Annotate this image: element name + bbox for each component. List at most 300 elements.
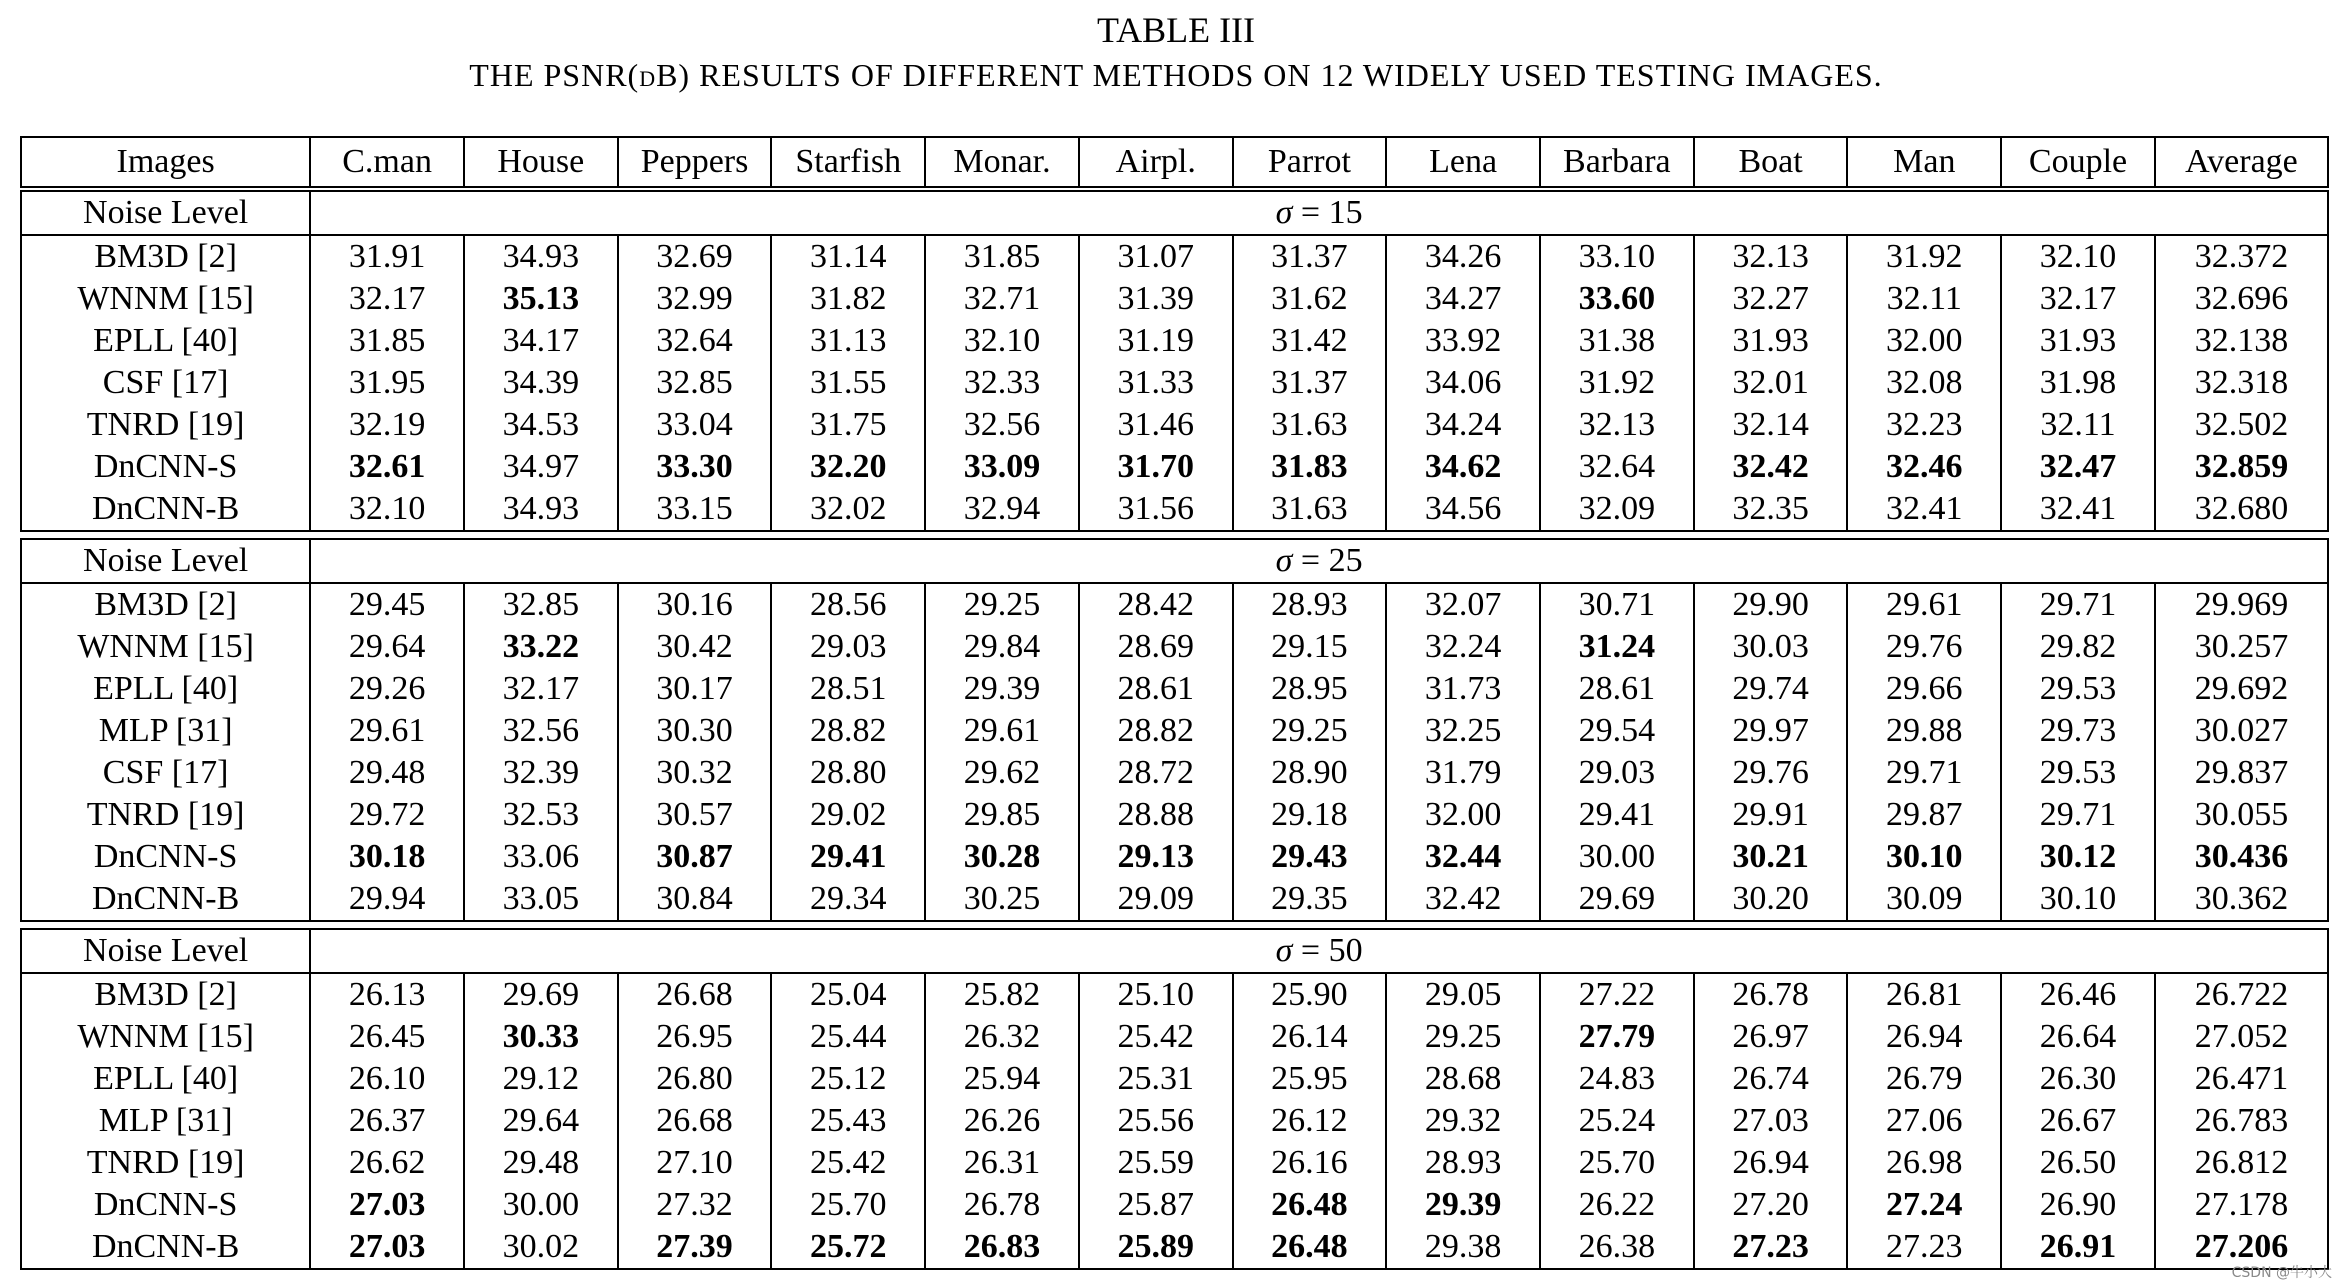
psnr-cell: 29.39 [925, 668, 1079, 710]
psnr-cell: 31.63 [1233, 488, 1387, 531]
psnr-cell: 26.12 [1233, 1100, 1387, 1142]
psnr-cell: 29.61 [925, 710, 1079, 752]
psnr-cell: 25.70 [771, 1184, 925, 1226]
psnr-cell: 25.12 [771, 1058, 925, 1100]
psnr-cell: 28.95 [1233, 668, 1387, 710]
psnr-cell: 28.82 [1079, 710, 1233, 752]
sigma-equation: = 25 [1292, 542, 1363, 579]
method-name: BM3D [2] [21, 235, 310, 278]
psnr-cell: 25.43 [771, 1100, 925, 1142]
psnr-cell: 34.17 [464, 320, 618, 362]
psnr-cell: 32.10 [310, 488, 464, 531]
method-name: EPLL [40] [21, 320, 310, 362]
average-cell: 30.257 [2155, 626, 2328, 668]
psnr-cell: 29.48 [464, 1142, 618, 1184]
method-name: TNRD [19] [21, 1142, 310, 1184]
psnr-cell: 32.13 [1694, 235, 1848, 278]
column-header: Monar. [925, 137, 1079, 187]
psnr-cell: 29.66 [1847, 668, 2001, 710]
psnr-cell: 25.95 [1233, 1058, 1387, 1100]
psnr-cell: 35.13 [464, 278, 618, 320]
psnr-cell: 31.24 [1540, 626, 1694, 668]
noise-block-25 [20, 538, 2329, 922]
psnr-cell: 29.76 [1694, 752, 1848, 794]
psnr-cell: 32.00 [1386, 794, 1540, 836]
psnr-cell: 29.88 [1847, 710, 2001, 752]
psnr-cell: 27.32 [618, 1184, 772, 1226]
psnr-cell: 30.57 [618, 794, 772, 836]
psnr-cell: 26.78 [1694, 973, 1848, 1016]
psnr-cell: 33.05 [464, 878, 618, 921]
psnr-cell: 26.90 [2001, 1184, 2155, 1226]
psnr-cell: 27.24 [1847, 1184, 2001, 1226]
psnr-cell: 26.46 [2001, 973, 2155, 1016]
noise-level-label: Noise Level [21, 191, 310, 235]
psnr-cell: 28.93 [1233, 583, 1387, 626]
psnr-cell: 28.69 [1079, 626, 1233, 668]
psnr-cell: 31.07 [1079, 235, 1233, 278]
psnr-cell: 32.17 [2001, 278, 2155, 320]
average-cell: 27.052 [2155, 1016, 2328, 1058]
psnr-cell: 29.97 [1694, 710, 1848, 752]
psnr-cell: 33.15 [618, 488, 772, 531]
psnr-cell: 26.37 [310, 1100, 464, 1142]
method-name: TNRD [19] [21, 404, 310, 446]
psnr-cell: 32.11 [1847, 278, 2001, 320]
psnr-cell: 28.51 [771, 668, 925, 710]
psnr-cell: 26.91 [2001, 1226, 2155, 1269]
psnr-cell: 29.13 [1079, 836, 1233, 878]
psnr-cell: 26.97 [1694, 1016, 1848, 1058]
sigma-symbol: σ [1275, 932, 1293, 969]
psnr-cell: 25.89 [1079, 1226, 1233, 1269]
psnr-cell: 32.08 [1847, 362, 2001, 404]
psnr-cell: 31.37 [1233, 362, 1387, 404]
psnr-cell: 29.43 [1233, 836, 1387, 878]
psnr-cell: 31.14 [771, 235, 925, 278]
method-name: WNNM [15] [21, 1016, 310, 1058]
psnr-cell: 30.03 [1694, 626, 1848, 668]
psnr-cell: 28.72 [1079, 752, 1233, 794]
column-header: Boat [1694, 137, 1848, 187]
psnr-cell: 32.64 [618, 320, 772, 362]
header-table [20, 136, 2329, 188]
psnr-cell: 26.38 [1540, 1226, 1694, 1269]
column-header: Man [1847, 137, 2001, 187]
table-row [21, 973, 2328, 1016]
psnr-cell: 32.71 [925, 278, 1079, 320]
method-name: DnCNN-B [21, 488, 310, 531]
column-header: Couple [2001, 137, 2155, 187]
psnr-cell: 31.75 [771, 404, 925, 446]
psnr-cell: 30.10 [1847, 836, 2001, 878]
psnr-cell: 32.13 [1540, 404, 1694, 446]
psnr-cell: 30.33 [464, 1016, 618, 1058]
psnr-cell: 29.84 [925, 626, 1079, 668]
psnr-cell: 33.22 [464, 626, 618, 668]
psnr-cell: 31.63 [1233, 404, 1387, 446]
method-name: EPLL [40] [21, 668, 310, 710]
table-row [21, 488, 2328, 531]
average-cell: 26.722 [2155, 973, 2328, 1016]
psnr-cell: 30.02 [464, 1226, 618, 1269]
psnr-cell: 31.73 [1386, 668, 1540, 710]
psnr-cell: 34.53 [464, 404, 618, 446]
psnr-cell: 29.90 [1694, 583, 1848, 626]
psnr-cell: 30.32 [618, 752, 772, 794]
psnr-cell: 31.13 [771, 320, 925, 362]
noise-block-15 [20, 190, 2329, 532]
average-cell: 32.502 [2155, 404, 2328, 446]
table-row [21, 752, 2328, 794]
table-row [21, 794, 2328, 836]
psnr-cell: 30.17 [618, 668, 772, 710]
psnr-cell: 26.31 [925, 1142, 1079, 1184]
table-row [21, 446, 2328, 488]
psnr-cell: 28.68 [1386, 1058, 1540, 1100]
psnr-cell: 32.07 [1386, 583, 1540, 626]
psnr-cell: 26.83 [925, 1226, 1079, 1269]
table-row [21, 1100, 2328, 1142]
psnr-cell: 29.85 [925, 794, 1079, 836]
psnr-cell: 26.74 [1694, 1058, 1848, 1100]
psnr-cell: 29.71 [1847, 752, 2001, 794]
psnr-cell: 29.73 [2001, 710, 2155, 752]
psnr-cell: 32.35 [1694, 488, 1848, 531]
psnr-cell: 31.85 [310, 320, 464, 362]
psnr-cell: 25.44 [771, 1016, 925, 1058]
psnr-cell: 30.25 [925, 878, 1079, 921]
psnr-cell: 32.41 [2001, 488, 2155, 531]
psnr-cell: 30.71 [1540, 583, 1694, 626]
psnr-cell: 32.24 [1386, 626, 1540, 668]
noise-level-row [21, 929, 2328, 973]
psnr-cell: 29.18 [1233, 794, 1387, 836]
psnr-cell: 33.04 [618, 404, 772, 446]
psnr-cell: 29.74 [1694, 668, 1848, 710]
table-row [21, 1142, 2328, 1184]
table-number: TABLE III [1096, 10, 1256, 50]
table-row [21, 1184, 2328, 1226]
average-cell: 26.471 [2155, 1058, 2328, 1100]
psnr-cell: 29.87 [1847, 794, 2001, 836]
psnr-cell: 26.10 [310, 1058, 464, 1100]
psnr-cell: 26.50 [2001, 1142, 2155, 1184]
psnr-cell: 29.94 [310, 878, 464, 921]
psnr-cell: 33.92 [1386, 320, 1540, 362]
average-cell: 30.027 [2155, 710, 2328, 752]
method-name: DnCNN-S [21, 446, 310, 488]
psnr-cell: 32.23 [1847, 404, 2001, 446]
method-name: DnCNN-B [21, 878, 310, 921]
psnr-cell: 30.21 [1694, 836, 1848, 878]
table-row [21, 668, 2328, 710]
psnr-cell: 32.25 [1386, 710, 1540, 752]
psnr-cell: 32.42 [1694, 446, 1848, 488]
average-cell: 29.837 [2155, 752, 2328, 794]
psnr-cell: 29.39 [1386, 1184, 1540, 1226]
psnr-cell: 32.99 [618, 278, 772, 320]
method-name: EPLL [40] [21, 1058, 310, 1100]
sigma-symbol: σ [1275, 542, 1293, 579]
psnr-cell: 32.10 [2001, 235, 2155, 278]
psnr-cell: 31.82 [771, 278, 925, 320]
psnr-cell: 30.87 [618, 836, 772, 878]
method-name: CSF [17] [21, 362, 310, 404]
psnr-cell: 31.56 [1079, 488, 1233, 531]
psnr-cell: 32.20 [771, 446, 925, 488]
psnr-cell: 25.72 [771, 1226, 925, 1269]
psnr-cell: 34.27 [1386, 278, 1540, 320]
psnr-cell: 26.64 [2001, 1016, 2155, 1058]
psnr-cell: 32.10 [925, 320, 1079, 362]
psnr-cell: 29.64 [464, 1100, 618, 1142]
psnr-cell: 26.22 [1540, 1184, 1694, 1226]
psnr-cell: 29.34 [771, 878, 925, 921]
psnr-cell: 31.93 [1694, 320, 1848, 362]
psnr-cell: 29.54 [1540, 710, 1694, 752]
psnr-cell: 34.56 [1386, 488, 1540, 531]
method-name: CSF [17] [21, 752, 310, 794]
psnr-cell: 26.94 [1694, 1142, 1848, 1184]
average-cell: 32.318 [2155, 362, 2328, 404]
table-row [21, 404, 2328, 446]
psnr-cell: 31.42 [1233, 320, 1387, 362]
method-name: DnCNN-S [21, 836, 310, 878]
psnr-cell: 32.46 [1847, 446, 2001, 488]
psnr-cell: 31.85 [925, 235, 1079, 278]
table-row [21, 1226, 2328, 1269]
psnr-cell: 32.94 [925, 488, 1079, 531]
psnr-cell: 32.85 [618, 362, 772, 404]
psnr-cell: 29.25 [1386, 1016, 1540, 1058]
psnr-cell: 26.48 [1233, 1184, 1387, 1226]
psnr-cell: 29.25 [925, 583, 1079, 626]
psnr-cell: 25.10 [1079, 973, 1233, 1016]
psnr-cell: 26.68 [618, 973, 772, 1016]
psnr-cell: 29.69 [464, 973, 618, 1016]
average-cell: 32.696 [2155, 278, 2328, 320]
psnr-cell: 32.27 [1694, 278, 1848, 320]
psnr-cell: 24.83 [1540, 1058, 1694, 1100]
psnr-cell: 28.80 [771, 752, 925, 794]
psnr-cell: 26.98 [1847, 1142, 2001, 1184]
psnr-cell: 25.24 [1540, 1100, 1694, 1142]
psnr-cell: 32.64 [1540, 446, 1694, 488]
psnr-cell: 29.62 [925, 752, 1079, 794]
psnr-cell: 29.35 [1233, 878, 1387, 921]
average-cell: 27.206 [2155, 1226, 2328, 1269]
psnr-cell: 31.33 [1079, 362, 1233, 404]
psnr-cell: 25.70 [1540, 1142, 1694, 1184]
sigma-equation: = 50 [1292, 932, 1363, 969]
psnr-cell: 30.00 [1540, 836, 1694, 878]
psnr-cell: 31.39 [1079, 278, 1233, 320]
psnr-cell: 31.92 [1540, 362, 1694, 404]
table-row [21, 362, 2328, 404]
average-cell: 29.969 [2155, 583, 2328, 626]
psnr-cell: 33.09 [925, 446, 1079, 488]
psnr-cell: 32.69 [618, 235, 772, 278]
psnr-cell: 34.93 [464, 235, 618, 278]
psnr-cell: 25.59 [1079, 1142, 1233, 1184]
psnr-cell: 29.82 [2001, 626, 2155, 668]
psnr-cell: 31.70 [1079, 446, 1233, 488]
method-name: DnCNN-S [21, 1184, 310, 1226]
psnr-cell: 28.82 [771, 710, 925, 752]
average-cell: 32.372 [2155, 235, 2328, 278]
psnr-cell: 31.46 [1079, 404, 1233, 446]
psnr-cell: 29.72 [310, 794, 464, 836]
psnr-cell: 27.03 [310, 1226, 464, 1269]
average-cell: 29.692 [2155, 668, 2328, 710]
psnr-cell: 34.93 [464, 488, 618, 531]
column-header: Average [2155, 137, 2328, 187]
method-name: WNNM [15] [21, 278, 310, 320]
psnr-cell: 29.41 [1540, 794, 1694, 836]
table-row [21, 235, 2328, 278]
psnr-cell: 30.16 [618, 583, 772, 626]
psnr-cell: 30.20 [1694, 878, 1848, 921]
psnr-cell: 26.80 [618, 1058, 772, 1100]
average-cell: 30.436 [2155, 836, 2328, 878]
table-row [21, 626, 2328, 668]
psnr-cell: 27.22 [1540, 973, 1694, 1016]
psnr-cell: 32.56 [464, 710, 618, 752]
noise-block-50 [20, 928, 2329, 1270]
average-cell: 30.362 [2155, 878, 2328, 921]
psnr-cell: 29.53 [2001, 668, 2155, 710]
psnr-cell: 29.02 [771, 794, 925, 836]
psnr-cell: 32.61 [310, 446, 464, 488]
psnr-cell: 26.16 [1233, 1142, 1387, 1184]
psnr-cell: 26.78 [925, 1184, 1079, 1226]
psnr-cell: 29.71 [2001, 794, 2155, 836]
psnr-cell: 26.13 [310, 973, 464, 1016]
psnr-cell: 27.03 [310, 1184, 464, 1226]
psnr-cell: 26.14 [1233, 1016, 1387, 1058]
psnr-cell: 32.00 [1847, 320, 2001, 362]
psnr-cell: 27.39 [618, 1226, 772, 1269]
psnr-cell: 29.32 [1386, 1100, 1540, 1142]
column-header: Lena [1386, 137, 1540, 187]
sigma-symbol: σ [1275, 194, 1293, 231]
table-row [21, 1016, 2328, 1058]
psnr-cell: 28.90 [1233, 752, 1387, 794]
psnr-cell: 26.79 [1847, 1058, 2001, 1100]
psnr-cell: 29.61 [1847, 583, 2001, 626]
psnr-cell: 32.39 [464, 752, 618, 794]
psnr-cell: 34.62 [1386, 446, 1540, 488]
psnr-cell: 31.83 [1233, 446, 1387, 488]
header-images-label: Images [21, 137, 310, 187]
psnr-cell: 31.38 [1540, 320, 1694, 362]
psnr-cell: 31.19 [1079, 320, 1233, 362]
psnr-cell: 29.12 [464, 1058, 618, 1100]
psnr-cell: 28.93 [1386, 1142, 1540, 1184]
psnr-cell: 30.30 [618, 710, 772, 752]
column-header: Parrot [1233, 137, 1387, 187]
psnr-cell: 29.64 [310, 626, 464, 668]
table-row [21, 710, 2328, 752]
average-cell: 26.812 [2155, 1142, 2328, 1184]
table-row [21, 583, 2328, 626]
noise-level-label: Noise Level [21, 539, 310, 583]
method-name: BM3D [2] [21, 583, 310, 626]
psnr-cell: 29.38 [1386, 1226, 1540, 1269]
sigma-value [310, 191, 2328, 235]
psnr-cell: 32.14 [1694, 404, 1848, 446]
psnr-cell: 31.37 [1233, 235, 1387, 278]
psnr-cell: 29.15 [1233, 626, 1387, 668]
sigma-value [310, 539, 2328, 583]
psnr-cell: 32.17 [310, 278, 464, 320]
psnr-cell: 25.42 [771, 1142, 925, 1184]
psnr-cell: 29.53 [2001, 752, 2155, 794]
column-header: Airpl. [1079, 137, 1233, 187]
psnr-cell: 26.94 [1847, 1016, 2001, 1058]
sigma-equation: = 15 [1292, 194, 1363, 231]
psnr-cell: 33.60 [1540, 278, 1694, 320]
psnr-cell: 32.41 [1847, 488, 2001, 531]
psnr-cell: 29.45 [310, 583, 464, 626]
psnr-cell: 28.88 [1079, 794, 1233, 836]
method-name: WNNM [15] [21, 626, 310, 668]
table-row [21, 878, 2328, 921]
psnr-cell: 28.56 [771, 583, 925, 626]
psnr-cell: 30.09 [1847, 878, 2001, 921]
method-name: DnCNN-B [21, 1226, 310, 1269]
table-caption: THE PSNR(dB) RESULTS OF DIFFERENT METHODS ON 12 WIDELY USED TESTING IMAGES. [469, 57, 1883, 93]
psnr-cell: 25.04 [771, 973, 925, 1016]
average-cell: 32.680 [2155, 488, 2328, 531]
psnr-cell: 26.45 [310, 1016, 464, 1058]
psnr-cell: 29.25 [1233, 710, 1387, 752]
method-name: BM3D [2] [21, 973, 310, 1016]
method-name: TNRD [19] [21, 794, 310, 836]
psnr-cell: 29.03 [771, 626, 925, 668]
psnr-cell: 31.92 [1847, 235, 2001, 278]
psnr-cell: 34.39 [464, 362, 618, 404]
psnr-cell: 32.09 [1540, 488, 1694, 531]
average-cell: 27.178 [2155, 1184, 2328, 1226]
psnr-cell: 31.91 [310, 235, 464, 278]
noise-level-row [21, 539, 2328, 583]
psnr-cell: 27.06 [1847, 1100, 2001, 1142]
average-cell: 32.859 [2155, 446, 2328, 488]
psnr-cell: 31.55 [771, 362, 925, 404]
psnr-cell: 26.95 [618, 1016, 772, 1058]
column-header: House [464, 137, 618, 187]
psnr-cell: 25.82 [925, 973, 1079, 1016]
average-cell: 30.055 [2155, 794, 2328, 836]
average-cell: 26.783 [2155, 1100, 2328, 1142]
psnr-cell: 25.56 [1079, 1100, 1233, 1142]
psnr-cell: 28.61 [1540, 668, 1694, 710]
psnr-cell: 32.01 [1694, 362, 1848, 404]
psnr-cell: 26.68 [618, 1100, 772, 1142]
psnr-cell: 31.95 [310, 362, 464, 404]
psnr-cell: 29.48 [310, 752, 464, 794]
method-name: MLP [31] [21, 710, 310, 752]
psnr-cell: 34.06 [1386, 362, 1540, 404]
psnr-cell: 32.19 [310, 404, 464, 446]
psnr-cell: 30.84 [618, 878, 772, 921]
psnr-cell: 25.94 [925, 1058, 1079, 1100]
psnr-cell: 25.42 [1079, 1016, 1233, 1058]
psnr-cell: 27.10 [618, 1142, 772, 1184]
sigma-value [310, 929, 2328, 973]
